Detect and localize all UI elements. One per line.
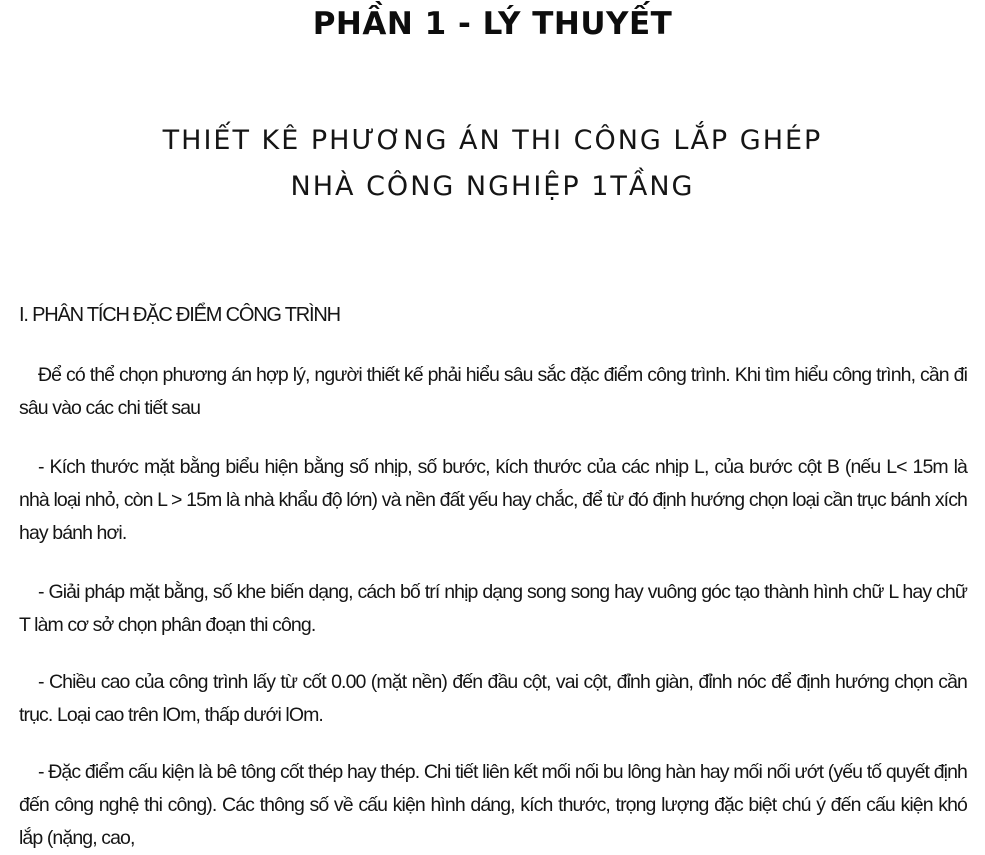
paragraph-dimensions: - Kích thước mặt bằng biểu hiện bằng số nhịp, số bước, kích thước của các nhịp L, của bước cột B (nếu L< 15m là nhà loại nhỏ, còn L > 15m là nhà khẩu độ lớn) và nền đất yếu hay chắc, để từ đó định hướng chọn loại cần trục bánh xích hay bánh hơi. [19,456,967,544]
paragraph-components: - Đặc điểm cấu kiện là bê tông cốt thép hay thép. Chi tiết liên kết mối nối bu lông hàn hay mối nối ướt (yếu tố quyết định đến công nghệ thi công). Các thông số về cấu kiện hình dáng, kích thước, trọng lượng đặc biệt chú ý đến cấu kiện khó lắp (nặng, cao, [19,761,967,849]
paragraph-intro: Để có thể chọn phương án hợp lý, người thiết kế phải hiểu sâu sắc đặc điểm công trình. Khi tìm hiểu công trình, cần đi sâu vào các chi tiết sau [19,364,967,419]
section-heading: I. PHÂN TÍCH ĐẶC ĐIỂM CÔNG TRÌNH [19,304,340,326]
paragraph-layout-solution: - Giải pháp mặt bằng, số khe biến dạng, cách bố trí nhịp dạng song song hay vuông góc tạo thành hình chữ L hay chữ T làm cơ sở chọn phân đoạn thi công. [19,581,967,636]
part-title: PHẦN 1 - LÝ THUYẾT [312,6,673,42]
main-title-line-2: NHÀ CÔNG NGHIỆP 1TẦNG [290,171,695,202]
paragraph-height: - Chiều cao của công trình lấy từ cốt 0.00 (mặt nền) đến đầu cột, vai cột, đỉnh giàn, đỉnh nóc để định hướng chọn cần trục. Loại cao trên lOm, thấp dưới lOm. [19,671,967,726]
main-title-line-1: THIẾT KÊ PHƯƠNG ÁN THI CÔNG LẮP GHÉP [162,125,823,156]
